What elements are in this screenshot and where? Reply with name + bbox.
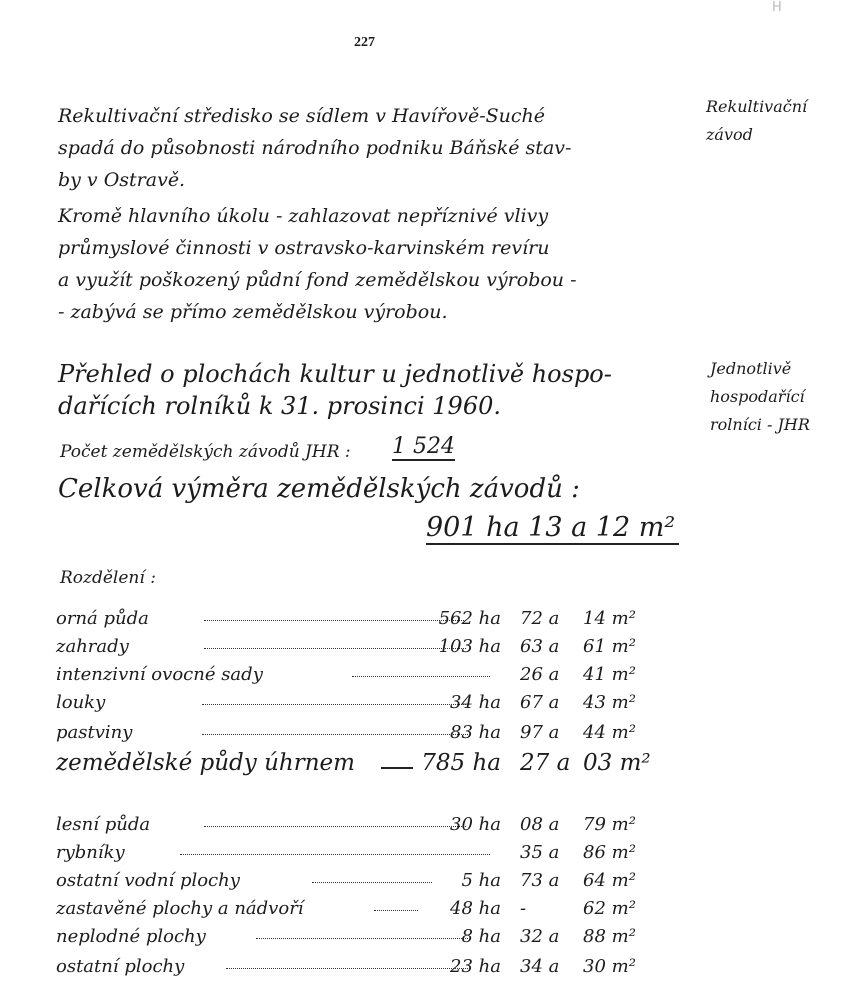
leader-dots	[180, 854, 490, 855]
row-square-meters: 41 m²	[583, 664, 636, 685]
total-area-value: 901 ha 13 a 12 m²	[426, 512, 679, 545]
overview-heading-line: dařících rolníků k 31. prosinci 1960.	[58, 392, 501, 420]
intro-line: by v Ostravě.	[58, 169, 186, 191]
leader-dots	[204, 826, 466, 827]
row-label: louky	[56, 692, 106, 713]
row-square-meters: 62 m²	[583, 898, 636, 919]
table-row	[56, 814, 656, 842]
farm-count-value: 1 524	[392, 434, 455, 459]
table-row	[56, 608, 656, 636]
row-hectares: 5 ha	[461, 870, 501, 891]
leader-dots	[204, 648, 466, 649]
leader-dots	[202, 704, 468, 705]
table-row	[56, 926, 656, 954]
row-ares: 97 a	[520, 722, 560, 743]
row-ares: 67 a	[520, 692, 560, 713]
row-label: neplodné plochy	[56, 926, 206, 947]
intro-line: spadá do působnosti národního podniku Báňské stav-	[58, 137, 572, 159]
row-label: lesní půda	[56, 814, 151, 835]
table-row	[56, 956, 656, 984]
overview-heading-line: Přehled o plochách kultur u jednotlivě hospo-	[58, 360, 612, 388]
row-label: intenzivní ovocné sady	[56, 664, 263, 685]
row-square-meters: 79 m²	[583, 814, 636, 835]
row-ares: 27 a	[520, 750, 571, 776]
table-row	[56, 664, 656, 692]
row-hectares: 34 ha	[450, 692, 501, 713]
intro-line: a využít poškozený půdní fond zemědělskou výrobou -	[58, 269, 577, 291]
table-row	[56, 692, 656, 720]
leader-dots	[352, 676, 490, 677]
row-label: rybníky	[56, 842, 125, 863]
row-ares: 08 a	[520, 814, 560, 835]
corner-mark: H	[772, 0, 782, 15]
row-label: ostatní plochy	[56, 956, 185, 977]
row-hectares: 562 ha	[438, 608, 501, 629]
intro-line: Rekultivační středisko se sídlem v Havířově-Suché	[58, 105, 546, 127]
row-ares: 32 a	[520, 926, 560, 947]
leader-dots	[226, 968, 468, 969]
table-row-total	[56, 750, 656, 778]
table-row	[56, 722, 656, 750]
table-row	[56, 870, 656, 898]
table-row	[56, 636, 656, 664]
breakdown-heading: Rozdělení :	[60, 568, 156, 588]
intro-line: Kromě hlavního úkolu - zahlazovat nepříznivé vlivy	[58, 205, 549, 227]
row-square-meters: 14 m²	[583, 608, 636, 629]
row-label: zastavěné plochy a nádvoří	[56, 898, 304, 919]
row-square-meters: 44 m²	[583, 722, 636, 743]
row-square-meters: 03 m²	[583, 750, 651, 776]
row-ares: 63 a	[520, 636, 560, 657]
row-label: orná půda	[56, 608, 149, 629]
row-square-meters: 30 m²	[583, 956, 636, 977]
intro-line: průmyslové činnosti v ostravsko-karvinském revíru	[58, 237, 550, 259]
row-ares: 72 a	[520, 608, 560, 629]
margin-note-line: Jednotlivě	[710, 359, 792, 378]
row-ares: 34 a	[520, 956, 560, 977]
row-label: zemědělské půdy úhrnem	[56, 750, 355, 776]
margin-note-line: hospodařící	[710, 387, 805, 406]
intro-line: - zabývá se přímo zemědělskou výrobou.	[58, 301, 448, 323]
row-square-meters: 64 m²	[583, 870, 636, 891]
row-ares: -	[520, 898, 527, 919]
row-ares: 73 a	[520, 870, 560, 891]
row-label: ostatní vodní plochy	[56, 870, 240, 891]
margin-note-line: závod	[706, 125, 753, 144]
row-hectares: 30 ha	[450, 814, 501, 835]
row-label: pastviny	[56, 722, 133, 743]
farm-count-label: Počet zemědělských závodů JHR :	[60, 442, 351, 462]
row-square-meters: 61 m²	[583, 636, 636, 657]
leader-dots	[204, 620, 466, 621]
table-row	[56, 842, 656, 870]
row-hectares: 83 ha	[450, 722, 501, 743]
margin-note-line: rolníci - JHR	[710, 415, 810, 434]
leader-dots	[256, 938, 468, 939]
row-hectares: 785 ha	[421, 750, 501, 776]
row-ares: 35 a	[520, 842, 560, 863]
row-square-meters: 43 m²	[583, 692, 636, 713]
page-number: 227	[354, 35, 375, 50]
row-square-meters: 86 m²	[583, 842, 636, 863]
total-dash	[381, 767, 413, 769]
leader-dots	[312, 882, 432, 883]
row-hectares: 8 ha	[461, 926, 501, 947]
total-area-label: Celková výměra zemědělských závodů :	[58, 474, 580, 504]
table-row	[56, 898, 656, 926]
leader-dots	[202, 734, 468, 735]
row-hectares: 23 ha	[450, 956, 501, 977]
margin-note-line: Rekultivační	[706, 97, 808, 116]
row-label: zahrady	[56, 636, 129, 657]
row-hectares: 103 ha	[438, 636, 501, 657]
row-ares: 26 a	[520, 664, 560, 685]
row-hectares: 48 ha	[450, 898, 501, 919]
row-square-meters: 88 m²	[583, 926, 636, 947]
leader-dots	[374, 910, 418, 911]
